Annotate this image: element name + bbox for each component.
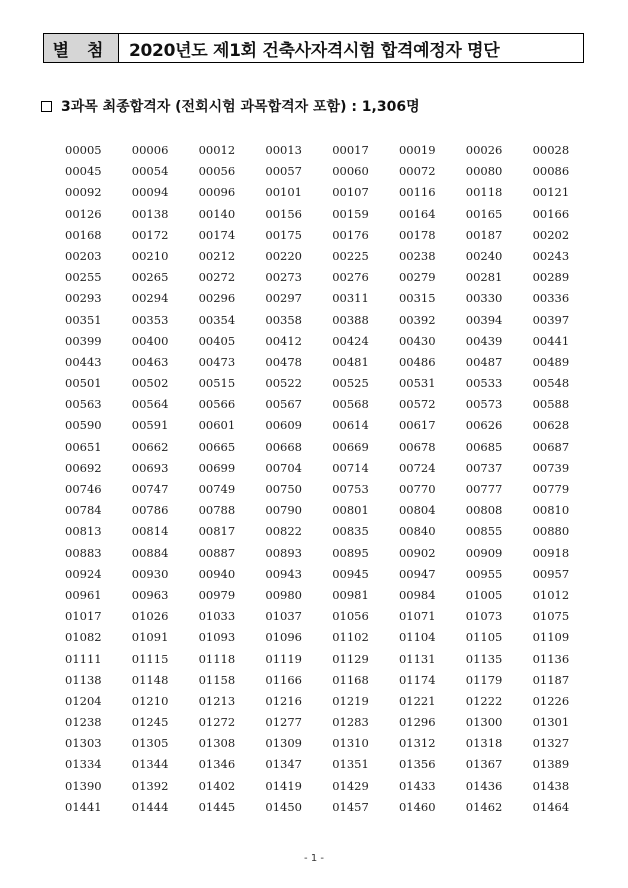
candidate-number: 00138 [131, 206, 169, 221]
candidate-number: 01222 [465, 693, 503, 708]
candidate-number: 01158 [198, 672, 236, 687]
candidate-number: 00924 [65, 566, 102, 581]
candidate-number: 01111 [65, 651, 102, 666]
candidate-number: 00265 [131, 270, 169, 285]
candidate-number: 00724 [398, 460, 436, 475]
candidate-number: 00835 [332, 524, 369, 539]
candidate-number: 00909 [465, 545, 503, 560]
candidate-number: 00354 [198, 312, 236, 327]
candidate-number: 00515 [198, 376, 236, 391]
candidate-number: 00749 [198, 482, 236, 496]
candidate-number: 00930 [131, 566, 169, 581]
attachment-tag: 별 첨 [44, 34, 119, 62]
candidate-number: 01012 [532, 587, 570, 602]
candidate-number: 00005 [65, 143, 102, 157]
candidate-number: 01166 [265, 672, 302, 687]
candidate-number: 00588 [532, 397, 570, 412]
candidate-number: 00568 [332, 397, 369, 412]
candidate-number: 01219 [332, 693, 369, 708]
candidate-number: 00121 [532, 185, 570, 200]
candidate-number: 01056 [332, 609, 369, 624]
candidate-number: 00714 [332, 460, 369, 475]
candidate-number: 00786 [131, 503, 169, 518]
candidate-number: 01210 [131, 693, 169, 708]
candidate-number: 00293 [65, 291, 102, 306]
candidate-number: 01296 [398, 715, 436, 730]
candidate-number: 00412 [265, 333, 302, 348]
candidate-number: 00531 [398, 376, 436, 391]
candidate-number: 00902 [398, 545, 436, 560]
candidate-number: 00669 [332, 439, 369, 454]
candidate-number: 00940 [198, 566, 236, 581]
candidate-number: 00486 [398, 354, 436, 369]
candidate-number: 01096 [265, 630, 302, 645]
candidate-number: 01419 [265, 778, 302, 793]
candidate-number: 00116 [398, 185, 436, 200]
candidate-number: 00094 [131, 185, 169, 200]
candidate-number: 00165 [465, 206, 503, 221]
candidate-number: 01334 [65, 757, 102, 772]
title-box [43, 33, 584, 63]
section-heading: 3과목 최종합격자 (전회시험 과목합격자 포함) : 1,306명 [61, 99, 420, 115]
candidate-number: 00790 [265, 503, 302, 518]
candidate-number: 00777 [465, 482, 503, 496]
candidate-number: 01351 [332, 757, 369, 772]
candidate-number: 00750 [265, 482, 302, 496]
candidate-number: 00895 [332, 545, 369, 560]
candidate-number: 00178 [398, 227, 436, 242]
candidate-number: 01300 [465, 715, 503, 730]
candidate-number: 00955 [465, 566, 503, 581]
candidate-number: 00817 [198, 524, 236, 539]
candidate-number: 00330 [465, 291, 503, 306]
candidate-number: 00573 [465, 397, 503, 412]
candidate-number: 00006 [131, 143, 169, 157]
candidate-number: 01033 [198, 609, 236, 624]
candidate-number: 00174 [198, 227, 236, 242]
candidate-number: 00784 [65, 503, 102, 518]
candidate-number: 00101 [265, 185, 302, 200]
candidate-number: 00522 [265, 376, 302, 391]
candidate-number: 00281 [465, 270, 503, 285]
candidate-number: 00590 [65, 418, 102, 433]
candidate-number: 00140 [198, 206, 236, 221]
candidate-number: 00294 [131, 291, 169, 306]
candidate-number: 01174 [398, 672, 436, 687]
candidate-number: 00961 [65, 587, 102, 602]
candidate-number: 00601 [198, 418, 236, 433]
candidate-number: 00463 [131, 354, 169, 369]
candidate-number: 00685 [465, 439, 503, 454]
candidate-number: 00770 [398, 482, 436, 496]
candidate-number: 01119 [265, 651, 302, 666]
candidate-number: 01277 [265, 715, 302, 730]
candidate-number: 00984 [398, 587, 436, 602]
candidate-number: 01457 [332, 799, 369, 814]
candidate-number: 00276 [332, 270, 369, 285]
candidate-number: 00489 [532, 354, 570, 369]
candidate-number: 00651 [65, 439, 102, 454]
candidate-number: 01462 [465, 799, 503, 814]
candidate-number: 00665 [198, 439, 236, 454]
candidate-number: 00801 [332, 503, 369, 518]
candidate-number: 00945 [332, 566, 369, 581]
candidate-number: 00947 [398, 566, 436, 581]
candidate-number: 01168 [332, 672, 369, 687]
candidate-number: 01131 [398, 651, 436, 666]
candidate-number: 01017 [65, 609, 102, 624]
candidate-number: 00566 [198, 397, 236, 412]
candidate-number: 00187 [465, 227, 503, 242]
candidate-number: 00353 [131, 312, 169, 327]
candidate-number: 01344 [131, 757, 169, 772]
candidate-number: 01073 [465, 609, 503, 624]
candidate-number: 01102 [332, 630, 369, 645]
candidate-number: 00567 [265, 397, 302, 412]
candidate-number: 01283 [332, 715, 369, 730]
candidate-number: 00399 [65, 333, 102, 348]
section-heading-row [41, 96, 420, 116]
candidate-number: 01135 [465, 651, 503, 666]
candidate-number: 00045 [65, 164, 102, 179]
candidate-number: 01402 [198, 778, 236, 793]
candidate-number: 01392 [131, 778, 169, 793]
candidate-number: 01104 [398, 630, 436, 645]
candidate-number: 00487 [465, 354, 503, 369]
candidate-number: 00525 [332, 376, 369, 391]
candidate-number: 00311 [332, 291, 369, 306]
candidate-number: 00788 [198, 503, 236, 518]
candidate-number: 00056 [198, 164, 236, 179]
candidate-number: 01005 [465, 587, 503, 602]
candidate-number: 00704 [265, 460, 302, 475]
candidate-number: 00692 [65, 460, 102, 475]
candidate-number: 00202 [532, 227, 570, 242]
candidate-number: 00336 [532, 291, 570, 306]
candidate-number: 00156 [265, 206, 302, 221]
candidate-number: 00810 [532, 503, 570, 518]
candidate-number: 00164 [398, 206, 436, 221]
candidate-number: 00026 [465, 143, 503, 157]
candidate-number: 01105 [465, 630, 503, 645]
candidate-number: 00693 [131, 460, 169, 475]
candidate-number: 00080 [465, 164, 503, 179]
candidate-number: 00478 [265, 354, 302, 369]
candidate-number: 00747 [131, 482, 169, 496]
candidate-number: 00019 [398, 143, 436, 157]
candidate-number: 01091 [131, 630, 169, 645]
candidate-number: 00668 [265, 439, 302, 454]
candidate-number: 01238 [65, 715, 102, 730]
candidate-number: 01216 [265, 693, 302, 708]
candidate-number: 00220 [265, 248, 302, 263]
candidate-number: 00296 [198, 291, 236, 306]
page-number: - 1 - [304, 853, 324, 864]
candidate-number: 01221 [398, 693, 436, 708]
candidate-number: 01429 [332, 778, 369, 793]
candidate-number: 01460 [398, 799, 436, 814]
candidate-number: 00297 [265, 291, 302, 306]
candidate-number: 00887 [198, 545, 236, 560]
candidate-number: 00739 [532, 460, 570, 475]
candidate-number: 01445 [198, 799, 236, 814]
candidate-number: 01450 [265, 799, 302, 814]
candidate-number: 00388 [332, 312, 369, 327]
candidate-number: 00054 [131, 164, 169, 179]
candidate-number: 00255 [65, 270, 102, 285]
candidate-number: 00779 [532, 482, 570, 496]
candidate-number: 00981 [332, 587, 369, 602]
candidate-number: 01312 [398, 736, 436, 751]
candidate-number: 00473 [198, 354, 236, 369]
candidate-number: 01308 [198, 736, 236, 751]
candidate-number: 01309 [265, 736, 302, 751]
candidate-number: 00118 [465, 185, 503, 200]
candidate-number: 00092 [65, 185, 102, 200]
candidate-number: 01389 [532, 757, 570, 772]
candidate-number: 00397 [532, 312, 570, 327]
candidate-number: 00172 [131, 227, 169, 242]
candidate-number: 00943 [265, 566, 302, 581]
candidate-number: 01109 [532, 630, 570, 645]
candidate-number: 00096 [198, 185, 236, 200]
candidate-number: 00017 [332, 143, 369, 157]
candidate-number: 00822 [265, 524, 302, 539]
candidate-number: 00737 [465, 460, 503, 475]
candidate-number: 00013 [265, 143, 302, 157]
candidate-number: 00240 [465, 248, 503, 263]
candidate-number: 00086 [532, 164, 570, 179]
candidate-number: 01115 [131, 651, 169, 666]
candidate-number: 00439 [465, 333, 503, 348]
candidate-number: 00243 [532, 248, 570, 263]
candidate-number: 01213 [198, 693, 236, 708]
candidate-number: 00400 [131, 333, 169, 348]
candidate-number: 00424 [332, 333, 369, 348]
candidate-number-grid [65, 143, 585, 821]
candidate-number: 00855 [465, 524, 503, 539]
candidate-number: 01347 [265, 757, 302, 772]
candidate-number: 00572 [398, 397, 436, 412]
candidate-number: 01204 [65, 693, 102, 708]
candidate-number: 00918 [532, 545, 570, 560]
candidate-number: 00502 [131, 376, 169, 391]
candidate-number: 01433 [398, 778, 436, 793]
candidate-number: 00057 [265, 164, 302, 179]
candidate-number: 00662 [131, 439, 169, 454]
candidate-number: 00883 [65, 545, 102, 560]
candidate-number: 01148 [131, 672, 169, 687]
candidate-number: 00813 [65, 524, 102, 539]
candidate-number: 01093 [198, 630, 236, 645]
candidate-number: 01071 [398, 609, 436, 624]
candidate-number: 00441 [532, 333, 570, 348]
candidate-number: 01118 [198, 651, 236, 666]
candidate-number: 00159 [332, 206, 369, 221]
candidate-number: 01226 [532, 693, 570, 708]
candidate-number: 01305 [131, 736, 169, 751]
candidate-number: 01327 [532, 736, 570, 751]
candidate-number: 00501 [65, 376, 102, 391]
candidate-number: 00012 [198, 143, 236, 157]
candidate-number: 00563 [65, 397, 102, 412]
candidate-number: 00963 [131, 587, 169, 602]
candidate-number: 01245 [131, 715, 169, 730]
candidate-number: 01464 [532, 799, 570, 814]
candidate-number: 00168 [65, 227, 102, 242]
candidate-number: 01438 [532, 778, 570, 793]
candidate-number: 00392 [398, 312, 436, 327]
candidate-number: 00107 [332, 185, 369, 200]
candidate-number: 00893 [265, 545, 302, 560]
candidate-number: 00481 [332, 354, 369, 369]
candidate-number: 00609 [265, 418, 302, 433]
candidate-number: 01136 [532, 651, 570, 666]
candidate-number: 00628 [532, 418, 570, 433]
candidate-number: 00548 [532, 376, 570, 391]
page-title: 2020년도 제1회 건축사자격시험 합격예정자 명단 [129, 40, 500, 61]
candidate-number: 00028 [532, 143, 570, 157]
candidate-number: 01390 [65, 778, 102, 793]
candidate-number: 00273 [265, 270, 302, 285]
candidate-number: 01272 [198, 715, 236, 730]
candidate-number: 00979 [198, 587, 236, 602]
candidate-number: 00591 [131, 418, 169, 433]
candidate-number: 00814 [131, 524, 169, 539]
candidate-number: 00358 [265, 312, 302, 327]
candidate-number: 00626 [465, 418, 503, 433]
candidate-number: 01310 [332, 736, 369, 751]
candidate-number: 00225 [332, 248, 369, 263]
candidate-number: 00753 [332, 482, 369, 496]
candidate-number: 00315 [398, 291, 436, 306]
candidate-number: 00617 [398, 418, 436, 433]
candidate-number: 00238 [398, 248, 436, 263]
candidate-number: 00166 [532, 206, 570, 221]
candidate-number: 00175 [265, 227, 302, 242]
candidate-number: 01441 [65, 799, 102, 814]
candidate-number: 00957 [532, 566, 570, 581]
candidate-number: 01356 [398, 757, 436, 772]
candidate-number: 01129 [332, 651, 369, 666]
candidate-number: 01301 [532, 715, 570, 730]
candidate-number: 00533 [465, 376, 503, 391]
candidate-number: 00808 [465, 503, 503, 518]
candidate-number: 00176 [332, 227, 369, 242]
candidate-number: 00289 [532, 270, 570, 285]
candidate-number: 01436 [465, 778, 503, 793]
candidate-number: 00060 [332, 164, 369, 179]
candidate-number: 01026 [131, 609, 169, 624]
candidate-number: 00126 [65, 206, 102, 221]
candidate-number: 00279 [398, 270, 436, 285]
candidate-number: 01444 [131, 799, 169, 814]
candidate-number: 01187 [532, 672, 570, 687]
candidate-number: 00272 [198, 270, 236, 285]
candidate-number: 00746 [65, 482, 102, 496]
candidate-number: 01318 [465, 736, 503, 751]
candidate-number: 00394 [465, 312, 503, 327]
candidate-number: 00840 [398, 524, 436, 539]
candidate-number: 01138 [65, 672, 102, 687]
empty-checkbox-icon [41, 101, 52, 112]
candidate-number: 00203 [65, 248, 102, 263]
candidate-number: 00804 [398, 503, 436, 518]
candidate-number: 00980 [265, 587, 302, 602]
candidate-number: 01075 [532, 609, 570, 624]
candidate-number: 01082 [65, 630, 102, 645]
candidate-number: 00884 [131, 545, 169, 560]
candidate-number: 01179 [465, 672, 503, 687]
candidate-number: 01346 [198, 757, 236, 772]
candidate-number: 00880 [532, 524, 570, 539]
candidate-number: 00072 [398, 164, 436, 179]
candidate-number: 01303 [65, 736, 102, 751]
candidate-number: 00678 [398, 439, 436, 454]
candidate-number: 00443 [65, 354, 102, 369]
candidate-number: 01367 [465, 757, 503, 772]
candidate-number: 00210 [131, 248, 169, 263]
candidate-number: 00564 [131, 397, 169, 412]
candidate-number: 00212 [198, 248, 236, 263]
candidate-number: 00405 [198, 333, 236, 348]
candidate-number: 00614 [332, 418, 369, 433]
candidate-number: 00699 [198, 460, 236, 475]
candidate-number: 01037 [265, 609, 302, 624]
candidate-number: 00351 [65, 312, 102, 327]
candidate-number: 00687 [532, 439, 570, 454]
candidate-number: 00430 [398, 333, 436, 348]
